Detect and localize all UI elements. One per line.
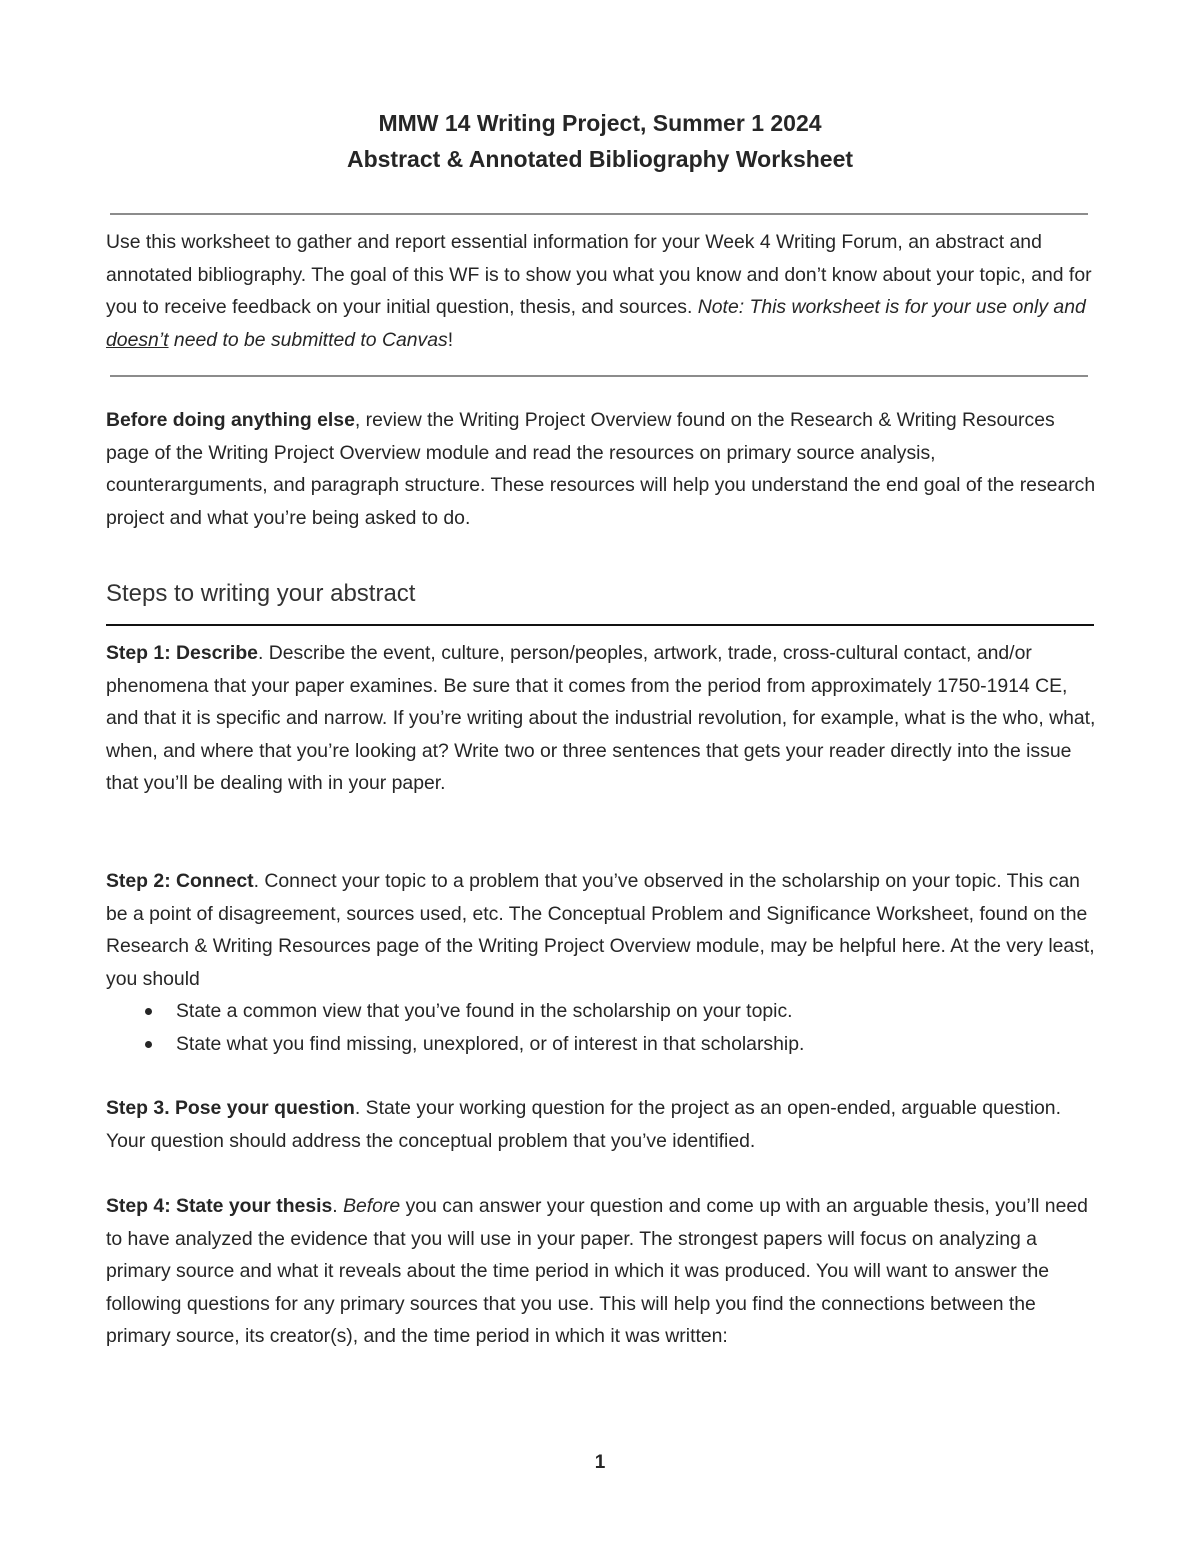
step4-text-b: you can answer your question and come up with an arguable thesis, you’ll need to have analyzed the evidence that you will use in your paper. The strongest papers will focus on analyzing a primary source and what it reveals about the time period in which it was produced. You will want to answer the following questions for any primary sources that you use. This will help you find the connections between the primary source, its creator(s), and the time period in which it was written: — [106, 1195, 1088, 1348]
step4-label: Step 4: State your thesis — [106, 1195, 333, 1217]
step3-paragraph — [106, 1092, 1098, 1157]
page-number: 1 — [594, 1452, 606, 1473]
intro-note-end: ! — [447, 328, 454, 351]
step3-text: . State your working question for the project as an open-ended, arguable question. Your question should address the conceptual problem that you’ve identified. — [106, 1097, 1061, 1152]
list-item: State what you find missing, unexplored, or of interest in that scholarship. — [176, 1028, 1098, 1061]
section-heading: Steps to writing your abstract — [106, 580, 416, 607]
intro-note-after: need to be submitted to Canvas — [168, 328, 448, 351]
bottom-divider — [110, 375, 1088, 377]
before-text: , review the Writing Project Overview found on the Research & Writing Resources page of the Writing Project Overview module and read the resources on primary source analysis, counterarguments, and paragraph structure. These resources will help you understand the end goal of the research project and what you’re being asked to do. — [106, 409, 1096, 529]
before-paragraph — [106, 404, 1098, 534]
step2-paragraph — [106, 865, 1098, 1061]
step3-label: Step 3. Pose your question — [106, 1097, 355, 1119]
step2-label: Step 2: Connect — [106, 870, 254, 892]
list-item: State a common view that you’ve found in the scholarship on your topic. — [176, 995, 1098, 1028]
step4-paragraph — [106, 1190, 1098, 1353]
top-divider — [110, 213, 1088, 215]
step2-bullet-list — [106, 995, 1098, 1060]
intro-note-underlined: doesn’t — [106, 328, 169, 351]
step4-text-a: . — [332, 1195, 344, 1217]
section-heading-rule — [106, 624, 1094, 626]
step1-paragraph — [106, 637, 1098, 800]
step4-italic: Before — [343, 1195, 401, 1217]
step1-label: Step 1: Describe — [106, 642, 258, 664]
document-title: MMW 14 Writing Project, Summer 1 2024 — [378, 110, 822, 136]
step2-text: . Connect your topic to a problem that you’ve observed in the scholarship on your topic. This can be a point of disagreement, sources used, etc. The Conceptual Problem and Significance Worksheet, found on the Research & Writing Resources page of the Writing Project Overview module, may be helpful here. At the very least, you should — [106, 870, 1095, 990]
intro-text: Use this worksheet to gather and report essential information for your Week 4 Writing Forum, an abstract and annotated bibliography. The goal of this WF is to show you what you know and don’t know about your topic, and for you to receive feedback on your initial question, thesis, and sources. — [106, 231, 1092, 319]
step1-text: . Describe the event, culture, person/peoples, artwork, trade, cross-cultural contact, and/or phenomena that your paper examines. Be sure that it comes from the period from approximately 1750-1914 CE, and that it is specific and narrow. If you’re writing about the industrial revolution, for example, what is the who, what, when, and where that you’re looking at? Write two or three sentences that gets your reader directly into the issue that you’ll be dealing with in your paper. — [106, 642, 1096, 795]
intro-note-before: Note: This worksheet is for your use only and — [697, 296, 1086, 319]
intro-paragraph — [106, 226, 1098, 356]
document-subtitle: Abstract & Annotated Bibliography Worksheet — [346, 146, 854, 172]
before-bold: Before doing anything else — [106, 409, 355, 431]
